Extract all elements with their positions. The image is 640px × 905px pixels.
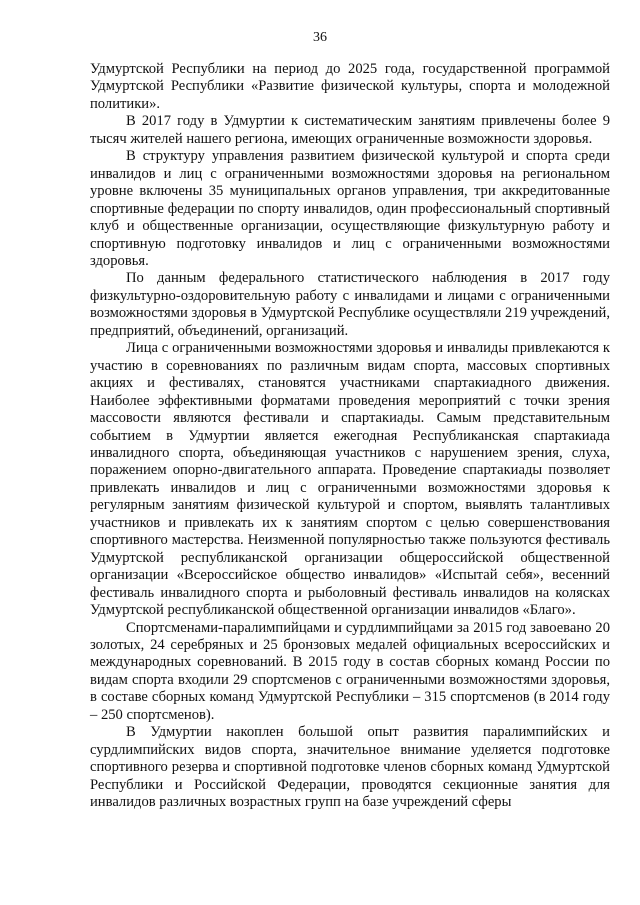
paragraph-statistics-2017: По данным федерального статистического наблюдения в 2017 году физкультурно-оздоровительную работу с инвалидами и лицами с ограниченными возможностями здоровья в Удмуртской Республике осуществляли 219 учреждений, предприятий, объединений, организаций. (90, 270, 610, 339)
paragraph-2017-participants: В 2017 году в Удмуртии к систематическим занятиям привлечены более 9 тысяч жителей нашего региона, имеющих ограниченные возможности здоровья. (90, 113, 610, 147)
page-number: 36 (313, 30, 327, 45)
paragraph-management-structure: В структуру управления развитием физической культурой и спорта среди инвалидов и лиц с ограниченными возможностями здоровья на региональном уровне включены 35 муниципальных органов управления, три аккредитованные спортивные федерации по спорту инвалидов, один профессиональный спортивный клуб и общественные организации, осуществляющие физкультурную работу и спортивную подготовку инвалидов и лиц с ограниченными возможностями здоровья. (90, 148, 610, 269)
paragraph-medals: Спортсменами-паралимпийцами и сурдлимпийцами за 2015 год завоевано 20 золотых, 24 серебряных и 25 бронзовых медалей официальных всероссийских и международных соревнований. В 2015 году в состав сборных команд России по видам спорта входили 29 спортсменов с ограниченными возможностями здоровья, в составе сборных команд Удмуртской Республики – 315 спортсменов (в 2014 году – 250 спортсменов). (90, 619, 610, 723)
paragraph-paralympic-experience: В Удмуртии накоплен большой опыт развития паралимпийских и сурдлимпийских видов спорта, значительное внимание уделяется подготовке спортивного резерва и спортивной подготовке членов сборных команд Удмуртской Республики и Российской Федерации, проводятся секционные занятия для инвалидов различных возрастных групп на базе учреждений сферы (90, 724, 610, 811)
paragraph-competitions: Лица с ограниченными возможностями здоровья и инвалиды привлекаются к участию в соревнованиях по различным видам спорта, массовых спортивных акциях и фестивалях, становятся участниками спартакиадного движения. Наиболее эффективными форматами проведения мероприятий с точки зрения массовости являются фестивали и спартакиады. Самым представительным событием в Удмуртии является ежегодная Республиканская спартакиада инвалидного спорта, объединяющая участников с нарушением зрения, слуха, поражением опорно-двигательного аппарата. Проведение спартакиады позволяет привлекать инвалидов и лиц с ограниченными возможностями здоровья к регулярным занятиям физической культурой и спортом, выявлять талантливых участников и привлекать их к занятиям спортом с целью совершенствования спортивного мастерства. Неизменной популярностью также пользуются фестиваль Удмуртской республиканской организации общероссийской общественной организации «Всероссийское общество инвалидов» «Испытай себя», весенний фестиваль инвалидного спорта и рыболовный фестиваль инвалидов на колясках Удмуртской республиканской общественной организации инвалидов «Благо». (90, 340, 610, 619)
paragraph-continuation: Удмуртской Республики на период до 2025 года, государственной программой Удмуртской Республики «Развитие физической культуры, спорта и молодежной политики». (90, 61, 610, 112)
body-text (90, 61, 610, 811)
